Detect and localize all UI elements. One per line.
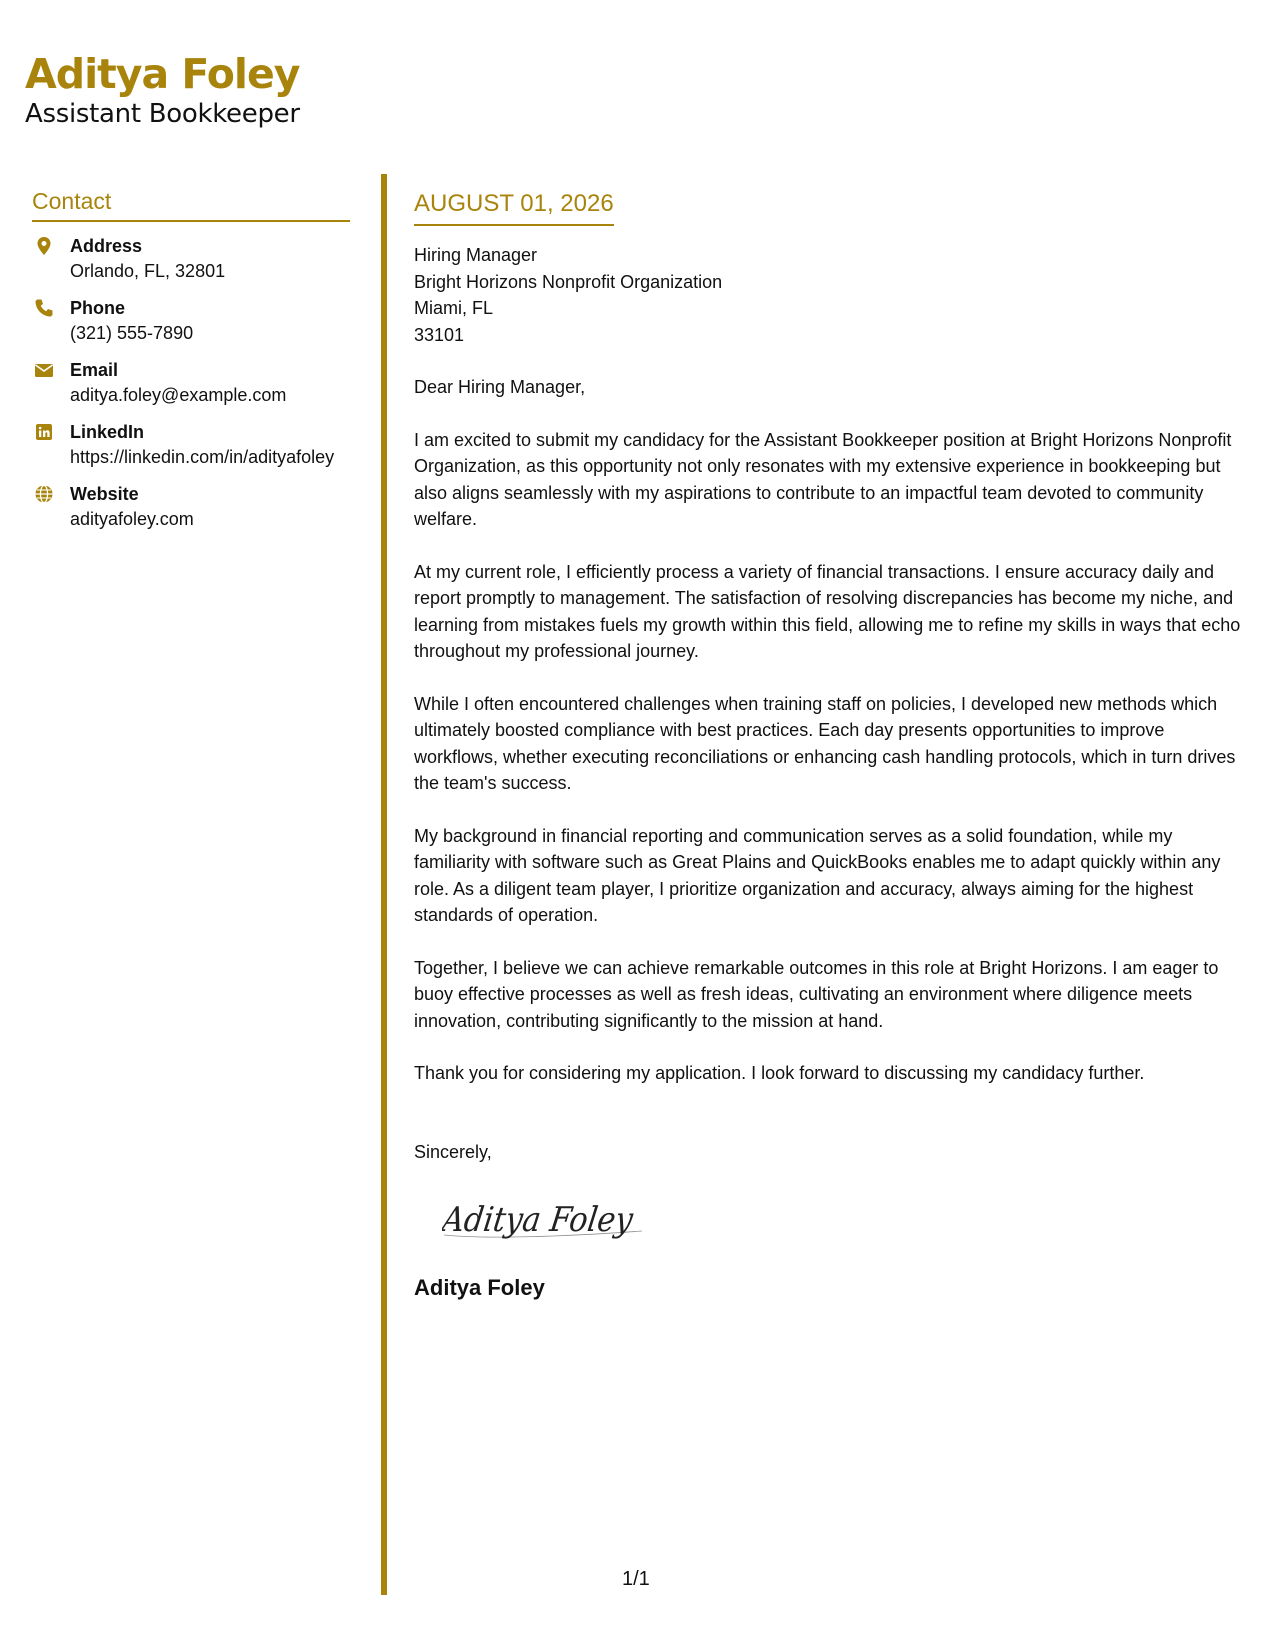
contact-item-website xyxy=(32,482,350,532)
recipient-line: 33101 xyxy=(414,324,465,345)
globe-icon xyxy=(34,484,54,504)
recipient-block xyxy=(414,242,1244,348)
resume-header xyxy=(25,50,300,130)
email-value[interactable]: aditya.foley@example.com xyxy=(70,385,287,405)
email-label: Email xyxy=(70,360,119,380)
map-pin-icon xyxy=(34,236,54,256)
body-paragraph: My background in financial reporting and communication serves as a solid foundation, while my familiarity with software such as Great Plains and QuickBooks enables me to adapt quickly within any role. As a diligent team player, I prioritize organization and accuracy, always aiming for the highest standards of operation. xyxy=(414,825,1221,925)
contact-item-phone xyxy=(32,296,350,346)
phone-icon xyxy=(34,298,54,318)
vertical-divider xyxy=(381,174,387,1595)
letter-body xyxy=(414,190,1244,1301)
handwritten-signature xyxy=(442,1195,1244,1245)
body-paragraph: While I often encountered challenges when training staff on policies, I developed new methods which ultimately boosted compliance with best practices. Each day presents opportunities to improve workflows, whether executing reconciliations or enhancing cash handling protocols, which in turn drives the team's success. xyxy=(414,693,1236,793)
body-paragraph: At my current role, I efficiently process a variety of financial transactions. I ensure accuracy daily and report promptly to management. The satisfaction of resolving discrepancies has become my niche, and learning from mistakes fuels my growth within this field, allowing me to refine my skills in ways that echo throughout my professional journey. xyxy=(414,561,1241,661)
contact-item-email xyxy=(32,358,350,408)
page-number: 1/1 xyxy=(622,1568,650,1590)
signature-text: Aditya Foley xyxy=(442,1200,659,1240)
linkedin-icon xyxy=(34,422,54,442)
phone-value: (321) 555-7890 xyxy=(70,323,194,343)
closing: Sincerely, xyxy=(414,1141,492,1162)
contact-heading: Contact xyxy=(32,188,350,222)
address-label: Address xyxy=(70,236,143,256)
linkedin-value[interactable]: https://linkedin.com/in/adityafoley xyxy=(70,447,335,467)
contact-item-linkedin xyxy=(32,420,350,470)
phone-label: Phone xyxy=(70,298,126,318)
address-value: Orlando, FL, 32801 xyxy=(70,261,226,281)
letter-date: AUGUST 01, 2026 xyxy=(414,190,614,226)
recipient-line: Hiring Manager xyxy=(414,245,538,265)
website-value[interactable]: adityafoley.com xyxy=(70,509,194,529)
contact-item-address xyxy=(32,234,350,284)
linkedin-label: LinkedIn xyxy=(70,422,145,442)
recipient-line: Bright Horizons Nonprofit Organization xyxy=(414,271,723,292)
salutation: Dear Hiring Manager, xyxy=(414,377,586,397)
contact-sidebar xyxy=(32,188,350,544)
signed-name: Aditya Foley xyxy=(414,1275,545,1300)
body-paragraph: I am excited to submit my candidacy for the Assistant Bookkeeper position at Bright Horizons Nonprofit Organization, as this opportunity not only resonates with my extensive experience in bookkeeping but also aligns seamlessly with my aspirations to contribute to an impactful team devoted to community welfare. xyxy=(414,429,1232,529)
recipient-line: Miami, FL xyxy=(414,298,494,318)
envelope-icon xyxy=(34,360,54,380)
body-paragraph: Thank you for considering my application. I look forward to discussing my candidacy further. xyxy=(414,1063,1145,1083)
applicant-name: Aditya Foley xyxy=(25,50,300,98)
job-title: Assistant Bookkeeper xyxy=(25,99,300,129)
website-label: Website xyxy=(70,484,139,504)
body-paragraph: Together, I believe we can achieve remarkable outcomes in this role at Bright Horizons. I am eager to buoy effective processes as well as fresh ideas, cultivating an environment where diligence meets innovation, contributing significantly to the mission at hand. xyxy=(414,957,1219,1031)
